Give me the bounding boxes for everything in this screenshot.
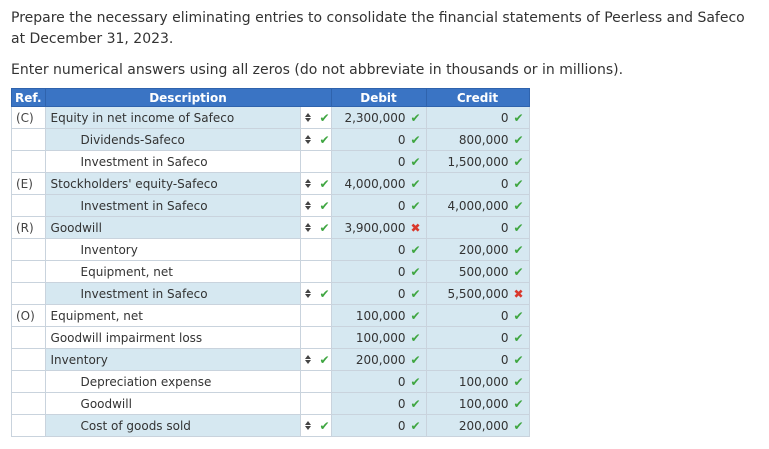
account-label: Inventory [80, 242, 138, 257]
updown-arrows-icon[interactable] [303, 133, 313, 147]
check-icon: ✔ [410, 352, 421, 367]
check-icon: ✔ [513, 330, 524, 345]
check-icon: ✔ [319, 132, 330, 147]
table-row [12, 173, 530, 195]
credit-value: 0 [500, 330, 509, 345]
debit-value: 0 [397, 396, 406, 411]
table-row [12, 195, 530, 217]
check-icon: ✔ [410, 154, 421, 169]
row-ref [12, 327, 46, 349]
debit-value: 0 [397, 286, 406, 301]
account-label: Depreciation expense [80, 374, 212, 389]
account-label: Equipment, net [80, 264, 173, 279]
account-dropdown[interactable] [45, 217, 300, 239]
table-row [12, 107, 530, 129]
credit-input[interactable] [426, 173, 529, 195]
account-label: Investment in Safeco [80, 286, 208, 301]
selector-cell[interactable] [300, 107, 331, 129]
row-ref [12, 393, 46, 415]
credit-input[interactable] [426, 239, 529, 261]
debit-input[interactable] [331, 217, 426, 239]
account-cell [45, 151, 300, 173]
debit-value: 0 [397, 374, 406, 389]
row-ref: (O) [12, 305, 46, 327]
credit-value: 200,000 [458, 242, 509, 257]
row-ref: (C) [12, 107, 46, 129]
selector-cell [300, 151, 331, 173]
selector-cell [300, 371, 331, 393]
debit-value: 2,300,000 [344, 110, 406, 125]
credit-value: 200,000 [458, 418, 509, 433]
check-icon: ✔ [319, 352, 330, 367]
account-dropdown[interactable] [45, 129, 300, 151]
account-dropdown[interactable] [45, 195, 300, 217]
check-icon: ✔ [513, 374, 524, 389]
account-label: Investment in Safeco [80, 198, 208, 213]
debit-value: 0 [397, 242, 406, 257]
account-label: Goodwill [80, 396, 132, 411]
debit-input[interactable] [331, 371, 426, 393]
check-icon: ✔ [513, 264, 524, 279]
debit-input[interactable] [331, 195, 426, 217]
credit-value: 0 [500, 220, 509, 235]
account-label: Inventory [50, 352, 108, 367]
row-ref [12, 415, 46, 437]
credit-value: 1,500,000 [447, 154, 509, 169]
row-ref [12, 239, 46, 261]
selector-cell[interactable] [300, 283, 331, 305]
check-icon: ✔ [410, 132, 421, 147]
selector-cell[interactable] [300, 173, 331, 195]
debit-input[interactable] [331, 327, 426, 349]
account-dropdown[interactable] [45, 107, 300, 129]
credit-input[interactable] [426, 195, 529, 217]
selector-cell[interactable] [300, 195, 331, 217]
check-icon: ✔ [410, 308, 421, 323]
account-cell [45, 371, 300, 393]
account-cell [45, 393, 300, 415]
debit-value: 200,000 [355, 352, 406, 367]
credit-input[interactable] [426, 371, 529, 393]
row-ref [12, 349, 46, 371]
debit-input[interactable] [331, 283, 426, 305]
updown-arrows-icon[interactable] [303, 199, 313, 213]
row-ref [12, 195, 46, 217]
debit-value: 0 [397, 132, 406, 147]
credit-input[interactable] [426, 327, 529, 349]
account-cell [45, 261, 300, 283]
credit-input[interactable] [426, 283, 529, 305]
check-icon: ✔ [410, 264, 421, 279]
credit-input[interactable] [426, 151, 529, 173]
check-icon: ✔ [410, 198, 421, 213]
row-ref [12, 151, 46, 173]
credit-value: 800,000 [458, 132, 509, 147]
header-debit: Debit [331, 89, 426, 107]
updown-arrows-icon[interactable] [303, 287, 313, 301]
check-icon: ✔ [513, 110, 524, 125]
credit-value: 100,000 [458, 374, 509, 389]
header-ref: Ref. [12, 89, 46, 107]
debit-input[interactable] [331, 261, 426, 283]
debit-input[interactable] [331, 239, 426, 261]
check-icon: ✔ [513, 352, 524, 367]
table-row [12, 349, 530, 371]
check-icon: ✔ [319, 418, 330, 433]
credit-value: 0 [500, 176, 509, 191]
eliminating-entries-table [11, 88, 530, 437]
account-label: Cost of goods sold [80, 418, 191, 433]
debit-input[interactable] [331, 173, 426, 195]
debit-input[interactable] [331, 349, 426, 371]
selector-cell [300, 327, 331, 349]
selector-cell [300, 393, 331, 415]
row-ref: (R) [12, 217, 46, 239]
account-dropdown[interactable] [45, 283, 300, 305]
debit-input[interactable] [331, 151, 426, 173]
table-row [12, 283, 530, 305]
account-label: Equipment, net [50, 308, 143, 323]
check-icon: ✔ [319, 110, 330, 125]
table-row [12, 393, 530, 415]
credit-value: 4,000,000 [447, 198, 509, 213]
check-icon: ✔ [513, 242, 524, 257]
updown-arrows-icon[interactable] [303, 221, 313, 235]
check-icon: ✔ [513, 418, 524, 433]
credit-input[interactable] [426, 349, 529, 371]
account-label: Equity in net income of Safeco [50, 110, 235, 125]
check-icon: ✔ [410, 110, 421, 125]
instructions-text: Prepare the necessary eliminating entries to consolidate the financial statements of Peerless and Safeco at December 31, 2023. [11, 10, 745, 47]
credit-input[interactable] [426, 107, 529, 129]
table-row [12, 305, 530, 327]
note-text: Enter numerical answers using all zeros (do not abbreviate in thousands or in millions). [11, 62, 624, 78]
account-label: Stockholders' equity-Safeco [50, 176, 218, 191]
credit-value: 500,000 [458, 264, 509, 279]
updown-arrows-icon[interactable] [303, 177, 313, 191]
credit-input[interactable] [426, 129, 529, 151]
account-dropdown[interactable] [45, 173, 300, 195]
updown-arrows-icon[interactable] [303, 353, 313, 367]
account-cell [45, 305, 300, 327]
table-row [12, 371, 530, 393]
account-dropdown[interactable] [45, 415, 300, 437]
credit-input[interactable] [426, 217, 529, 239]
table-row [12, 151, 530, 173]
account-label: Investment in Safeco [80, 154, 208, 169]
table-row [12, 261, 530, 283]
check-icon: ✔ [319, 176, 330, 191]
table-row [12, 239, 530, 261]
updown-arrows-icon[interactable] [303, 419, 313, 433]
check-icon: ✔ [513, 308, 524, 323]
check-icon: ✔ [513, 396, 524, 411]
debit-value: 0 [397, 198, 406, 213]
check-icon: ✔ [513, 132, 524, 147]
check-icon: ✔ [513, 176, 524, 191]
credit-input[interactable] [426, 415, 529, 437]
cross-icon: ✖ [410, 220, 421, 235]
header-description: Description [45, 89, 331, 107]
account-label: Goodwill impairment loss [50, 330, 203, 345]
credit-value: 0 [500, 308, 509, 323]
account-label: Dividends-Safeco [80, 132, 185, 147]
account-label: Goodwill [50, 220, 102, 235]
check-icon: ✔ [410, 176, 421, 191]
table-row [12, 129, 530, 151]
selector-cell[interactable] [300, 349, 331, 371]
selector-cell[interactable] [300, 415, 331, 437]
check-icon: ✔ [319, 286, 330, 301]
row-ref [12, 283, 46, 305]
table-row [12, 327, 530, 349]
table-header-row [12, 89, 530, 107]
debit-value: 3,900,000 [344, 220, 406, 235]
check-icon: ✔ [410, 396, 421, 411]
debit-value: 100,000 [355, 330, 406, 345]
credit-input[interactable] [426, 393, 529, 415]
check-icon: ✔ [410, 286, 421, 301]
row-ref [12, 371, 46, 393]
table-row [12, 415, 530, 437]
table-row [12, 217, 530, 239]
debit-value: 4,000,000 [344, 176, 406, 191]
selector-cell [300, 239, 331, 261]
check-icon: ✔ [319, 220, 330, 235]
row-ref [12, 129, 46, 151]
check-icon: ✔ [319, 198, 330, 213]
debit-input[interactable] [331, 305, 426, 327]
debit-input[interactable] [331, 415, 426, 437]
row-ref: (E) [12, 173, 46, 195]
account-dropdown[interactable] [45, 349, 300, 371]
account-cell [45, 327, 300, 349]
selector-cell[interactable] [300, 217, 331, 239]
cross-icon: ✖ [513, 286, 524, 301]
credit-value: 5,500,000 [447, 286, 509, 301]
credit-value: 0 [500, 352, 509, 367]
row-ref [12, 261, 46, 283]
credit-input[interactable] [426, 305, 529, 327]
check-icon: ✔ [513, 154, 524, 169]
debit-value: 0 [397, 264, 406, 279]
check-icon: ✔ [513, 220, 524, 235]
check-icon: ✔ [410, 330, 421, 345]
check-icon: ✔ [410, 418, 421, 433]
check-icon: ✔ [513, 198, 524, 213]
credit-value: 100,000 [458, 396, 509, 411]
credit-value: 0 [500, 110, 509, 125]
selector-cell [300, 305, 331, 327]
header-credit: Credit [426, 89, 529, 107]
account-cell [45, 239, 300, 261]
debit-input[interactable] [331, 129, 426, 151]
check-icon: ✔ [410, 242, 421, 257]
debit-input[interactable] [331, 393, 426, 415]
check-icon: ✔ [410, 374, 421, 389]
debit-value: 100,000 [355, 308, 406, 323]
credit-input[interactable] [426, 261, 529, 283]
debit-input[interactable] [331, 107, 426, 129]
debit-value: 0 [397, 418, 406, 433]
debit-value: 0 [397, 154, 406, 169]
updown-arrows-icon[interactable] [303, 111, 313, 125]
selector-cell[interactable] [300, 129, 331, 151]
selector-cell [300, 261, 331, 283]
